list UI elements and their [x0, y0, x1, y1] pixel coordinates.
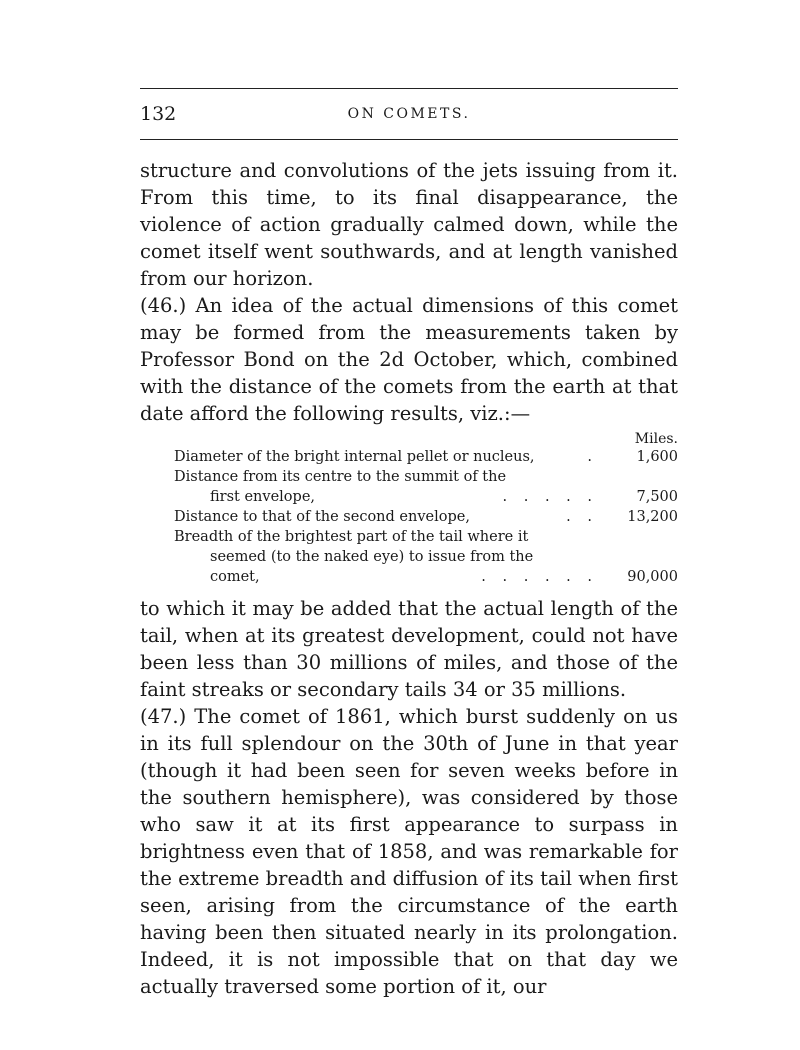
row-label: Distance from its centre to the summit of the	[174, 469, 507, 485]
table-row-continuation	[140, 567, 678, 587]
page-number: 132	[140, 103, 177, 125]
row-label: seemed (to the naked eye) to issue from the	[210, 549, 534, 565]
table-row	[140, 527, 678, 547]
page-body	[140, 157, 678, 1000]
leader-dots: . . . . .	[502, 489, 598, 505]
paragraph-1: structure and convolutions of the jets issuing from it. From this time, to its final disappearance, the violence of action gradually calmed down, while the comet itself went southwards, and at length vanished from our horizon.	[140, 159, 678, 290]
dimensions-table	[140, 429, 678, 587]
running-head: ON COMETS.	[347, 106, 471, 122]
header-rule-top	[140, 88, 678, 89]
page-header	[140, 103, 678, 129]
row-value: 90,000	[627, 569, 678, 585]
table-row	[140, 467, 678, 487]
table-row	[140, 507, 678, 527]
table-row-continuation	[140, 487, 678, 507]
row-label: Diameter of the bright internal pellet or nucleus,	[174, 449, 535, 465]
paragraph-3: to which it may be added that the actual length of the tail, when at its greatest development, could not have been less than 30 millions of miles, and those of the faint streaks or secondary tails 34 or 35 millions.	[140, 597, 678, 701]
row-label: first envelope,	[210, 489, 316, 505]
paragraph-46: (46.) An idea of the actual dimensions of this comet may be formed from the measurements taken by Professor Bond on the 2d October, which, combined with the distance of the comets from the earth at that date afford the following results, viz.:—	[140, 294, 678, 425]
header-rule-bottom	[140, 139, 678, 140]
row-label: Distance to that of the second envelope,	[174, 509, 470, 525]
leader-dots: . .	[566, 509, 598, 525]
row-value: 13,200	[627, 509, 678, 525]
leader-dots: . . . . . .	[481, 569, 598, 585]
paragraph-47: (47.) The comet of 1861, which burst suddenly on us in its full splendour on the 30th of June in that year (though it had been seen for seven weeks before in the southern hemisphere), was considered by those who saw it at its first appearance to surpass in brightness even that of 1858, and was remarkable for the extreme breadth and diffusion of its tail when first seen, arising from the circumstance of the earth having been then situated nearly in its prolongation. Indeed, it is not impossible that on that day we actually traversed some portion of it, our	[140, 705, 678, 998]
row-value: 1,600	[636, 449, 678, 465]
units-label: Miles.	[634, 431, 678, 447]
row-value: 7,500	[636, 489, 678, 505]
row-label: Breadth of the brightest part of the tail where it	[174, 529, 529, 545]
table-row	[140, 447, 678, 467]
leader-dots: .	[587, 449, 598, 465]
table-row-continuation	[140, 547, 678, 567]
row-label: comet,	[210, 569, 260, 585]
